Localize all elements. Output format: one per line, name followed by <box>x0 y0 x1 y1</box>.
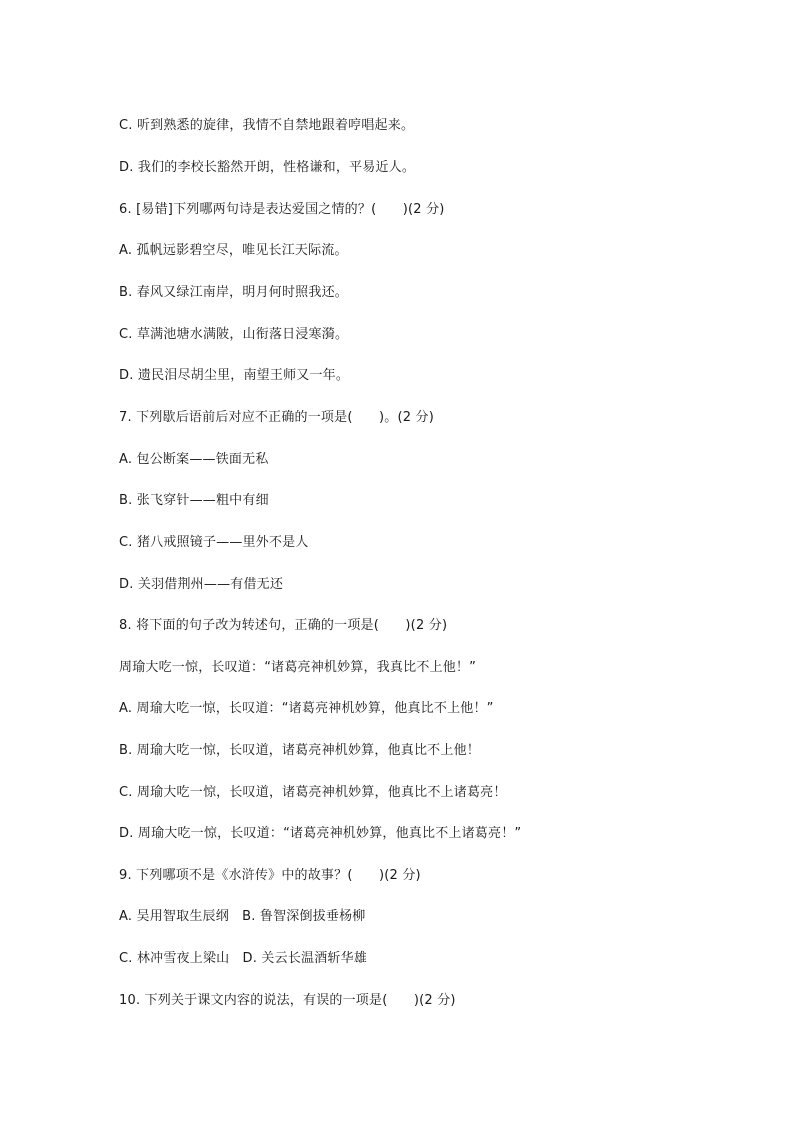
option-8c: C. 周瑜大吃一惊，长叹道，诸葛亮神机妙算，他真比不上诸葛亮！ <box>119 785 507 800</box>
question-7: 7. 下列歇后语前后对应不正确的一项是( )。(2 分) <box>119 410 435 425</box>
option-5c: C. 听到熟悉的旋律，我情不自禁地跟着哼唱起来。 <box>119 118 415 133</box>
option-6c: C. 草满池塘水满陂，山衔落日浸寒漪。 <box>119 327 349 342</box>
options-9cd: C. 林冲雪夜上梁山 D. 关云长温酒斩华雄 <box>119 951 368 966</box>
option-7a: A. 包公断案——铁面无私 <box>119 452 269 467</box>
question-10: 10. 下列关于课文内容的说法，有误的一项是( )(2 分) <box>119 993 456 1008</box>
option-6d: D. 遗民泪尽胡尘里，南望王师又一年。 <box>119 368 350 383</box>
option-6b: B. 春风又绿江南岸，明月何时照我还。 <box>119 285 348 300</box>
question-8-sentence: 周瑜大吃一惊，长叹道：“诸葛亮神机妙算，我真比不上他！” <box>119 660 477 675</box>
question-8: 8. 将下面的句子改为转述句，正确的一项是( )(2 分) <box>119 618 448 633</box>
question-6: 6. [易错]下列哪两句诗是表达爱国之情的？( )(2 分) <box>119 202 445 217</box>
question-9: 9. 下列哪项不是《水浒传》中的故事？( )(2 分) <box>119 868 421 883</box>
option-8a: A. 周瑜大吃一惊，长叹道：“诸葛亮神机妙算，他真比不上他！” <box>119 701 494 716</box>
option-7d: D. 关羽借荆州——有借无还 <box>119 577 284 592</box>
options-9ab: A. 吴用智取生辰纲 B. 鲁智深倒拔垂杨柳 <box>119 909 366 924</box>
option-7c: C. 猪八戒照镜子——里外不是人 <box>119 535 309 550</box>
option-8d: D. 周瑜大吃一惊，长叹道：“诸葛亮神机妙算，他真比不上诸葛亮！” <box>119 826 522 841</box>
option-7b: B. 张飞穿针——粗中有细 <box>119 493 269 508</box>
option-6a: A. 孤帆远影碧空尽，唯见长江天际流。 <box>119 243 348 258</box>
option-5d: D. 我们的李校长豁然开朗，性格谦和，平易近人。 <box>119 160 416 175</box>
option-8b: B. 周瑜大吃一惊，长叹道，诸葛亮神机妙算，他真比不上他！ <box>119 743 480 758</box>
